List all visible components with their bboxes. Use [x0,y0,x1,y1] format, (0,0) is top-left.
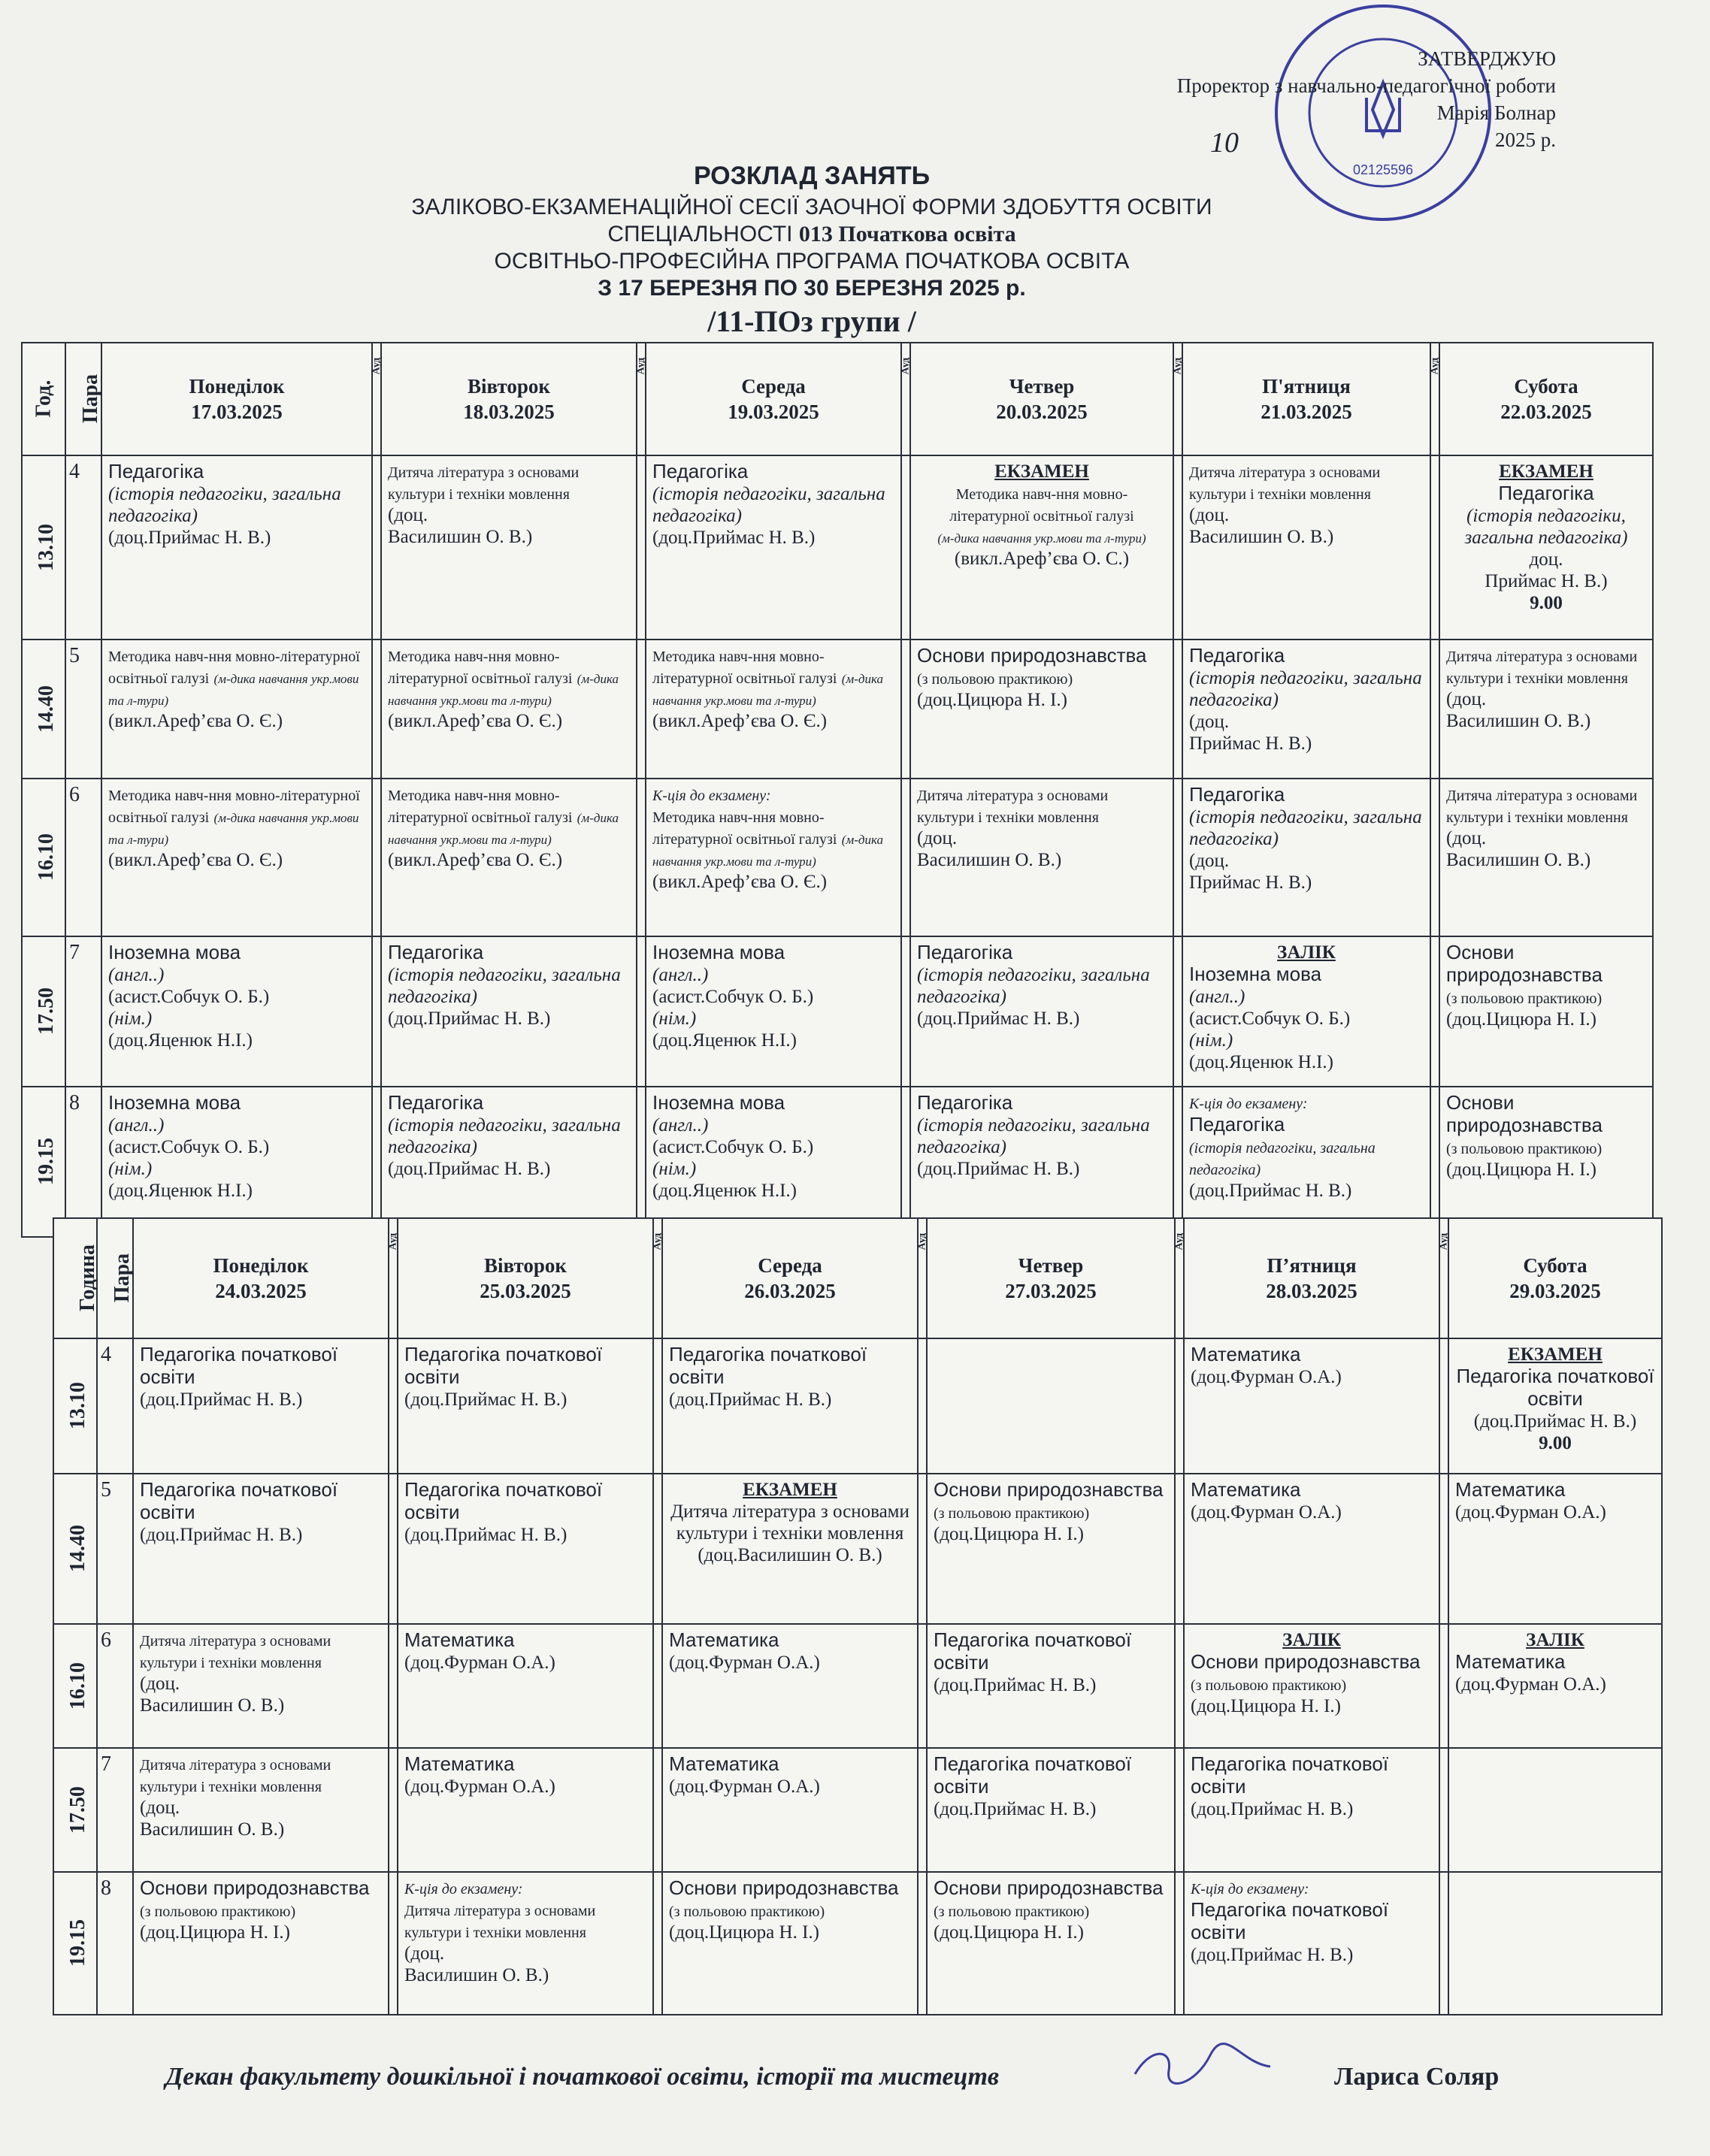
lesson-cell: Педагогіка (історія педагогіки, загальна педагогіка) (доц.Приймас Н. В.) [646,455,901,640]
aud-header: Ауд [1173,343,1182,455]
lesson-cell: Математика (доц.Фурман О.А.) [662,1748,918,1872]
time-cell: 16.10 [22,779,65,936]
approval-year: 2025 р. [1495,129,1556,151]
lesson-cell: Дитяча література з основами культури і техніки мовлення (доц. Василишин О. В.) [1439,640,1653,779]
lesson-cell: Основи природознавства (з польовою практикою) (доц.Цицюра Н. І.) [1439,936,1653,1087]
lesson-cell: Педагогіка початкової освіти (доц.Приймас Н. В.) [927,1624,1175,1748]
day-header: П’ятниця 28.03.2025 [1184,1218,1439,1338]
document-title [286,162,1338,339]
pair-cell: 4 [65,455,101,640]
lesson-cell: Педагогіка (історія педагогіки, загальна педагогіка) (доц.Приймас Н. В.) [910,936,1173,1087]
lesson-cell: Педагогіка (історія педагогіки, загальна педагогіка) (доц.Приймас Н. В.) [910,1087,1173,1237]
aud-header: Ауд [1175,1218,1184,1338]
week1-row [22,640,1653,779]
lesson-cell: Педагогіка початкової освіти (доц.Приймас Н. В.) [1184,1748,1439,1872]
title-line-5: З 17 БЕРЕЗНЯ ПО 30 БЕРЕЗНЯ 2025 р. [598,276,1026,301]
lesson-cell-empty [1448,1872,1662,2015]
lesson-cell: Педагогіка початкової освіти (доц.Приймас Н. В.) [398,1474,653,1624]
title-line-3-bold: 013 Початкова освіта [798,222,1016,246]
lesson-cell: Педагогіка (історія педагогіки, загальна педагогіка) (доц. Приймас Н. В.) [1182,779,1430,936]
time-cell: 19.15 [53,1872,97,2015]
title-line-3 [286,221,1338,248]
lesson-cell: Педагогіка (історія педагогіки, загальна педагогіка) (доц.Приймас Н. В.) [381,1087,637,1237]
col-hour: Година [53,1218,97,1338]
lesson-cell: Дитяча література з основами культури і техніки мовлення (доц. Василишин О. В.) [1439,779,1653,936]
lesson-cell: Педагогіка початкової освіти (доц.Приймас Н. В.) [662,1338,918,1474]
title-line-6: /11-ПОз групи / [707,304,916,338]
lesson-cell: Дитяча література з основами культури і техніки мовлення (доц. Василишин О. В.) [910,779,1173,936]
time-cell: 14.40 [22,640,65,779]
dean-name: Лариса Соляр [1334,2063,1500,2091]
lesson-cell: Дитяча література з основами культури і техніки мовлення (доц. Василишин О. В.) [133,1624,389,1748]
lesson-cell: Методика навч-ння мовно-літературної освітньої галузі (м-дика навчання укр.мови та л-тури) (викл.Ареф’єва О. Є.) [646,640,901,779]
time-cell: 14.40 [53,1474,97,1624]
lesson-cell: Педагогіка (історія педагогіки, загальна педагогіка) (доц.Приймас Н. В.) [101,455,372,640]
aud-header: Ауд [637,343,646,455]
lesson-cell-empty [1448,1748,1662,1872]
lesson-cell: Педагогіка початкової освіти (доц.Приймас Н. В.) [133,1474,389,1624]
lesson-cell: Іноземна мова (англ..) (асист.Собчук О. Б.) (нім.) (доц.Яценюк Н.І.) [646,936,901,1087]
day-header: П'ятниця 21.03.2025 [1182,343,1430,455]
lesson-cell: Іноземна мова (англ..) (асист.Собчук О. Б.) (нім.) (доц.Яценюк Н.І.) [101,936,372,1087]
time-cell: 16.10 [53,1624,97,1748]
col-pair: Пара [97,1218,133,1338]
lesson-cell: Основи природознавства (з польовою практикою) (доц.Цицюра Н. І.) [1439,1087,1653,1237]
pair-cell: 7 [65,936,101,1087]
lesson-cell: Педагогіка (історія педагогіки, загальна педагогіка) (доц.Приймас Н. В.) [381,936,637,1087]
lesson-cell: Методика навч-ння мовно-літературної освітньої галузі (м-дика навчання укр.мови та л-тури) (викл.Ареф’єва О. Є.) [101,640,372,779]
lesson-cell: Математика (доц.Фурман О.А.) [662,1624,918,1748]
day-header: Середа 19.03.2025 [646,343,901,455]
aud-header: Ауд [653,1218,662,1338]
aud-header: Ауд [1430,343,1439,455]
day-header: Четвер 20.03.2025 [910,343,1173,455]
week2-row [53,1748,1662,1872]
lesson-cell: К-ція до екзамену: Педагогіка (історія педагогіки, загальна педагогіка) (доц.Приймас Н. В.) [1182,1087,1430,1237]
week2-row [53,1624,1662,1748]
title-line-1: РОЗКЛАД ЗАНЯТЬ [693,162,931,190]
lesson-cell: Основи природознавства (з польовою практикою) (доц.Цицюра Н. І.) [910,640,1173,779]
time-cell: 19.15 [22,1087,65,1237]
lesson-cell: Методика навч-ння мовно-літературної освітньої галузі (м-дика навчання укр.мови та л-тури) (викл.Ареф’єва О. Є.) [381,779,637,936]
aud-header: Ауд [901,343,910,455]
approval-position: Проректор з навчально-педагогічної роботи [1176,74,1556,97]
lesson-cell: Математика (доц.Фурман О.А.) [1448,1474,1662,1624]
week1-row [22,455,1653,640]
day-header: Вівторок 25.03.2025 [398,1218,653,1338]
approval-block [1030,45,1556,159]
aud-header: Ауд [372,343,381,455]
col-hour: Год. [22,343,65,455]
aud-header: Ауд [918,1218,927,1338]
svg-text:02125596: 02125596 [1352,162,1414,177]
approval-title: ЗАТВЕРДЖУЮ [1418,47,1556,70]
day-header: Понеділок 17.03.2025 [101,343,372,455]
pair-cell: 5 [97,1474,133,1624]
title-line-4: ОСВІТНЬО-ПРОФЕСІЙНА ПРОГРАМА ПОЧАТКОВА ОСВІТА [494,249,1130,274]
schedule-week-1 [21,342,1654,1238]
week2-header-row [53,1218,1662,1338]
day-header: Середа 26.03.2025 [662,1218,918,1338]
title-line-3-prefix: СПЕЦІАЛЬНОСТІ [607,222,799,246]
lesson-cell: ЕКЗАМЕН Педагогіка початкової освіти (доц.Приймас Н. В.) 9.00 [1448,1338,1662,1474]
week2-row [53,1474,1662,1624]
lesson-cell: ЕКЗАМЕН Педагогіка (історія педагогіки, загальна педагогіка) доц. Приймас Н. В.) 9.00 [1439,455,1653,640]
lesson-cell: К-ція до екзамену: Педагогіка початкової освіти (доц.Приймас Н. В.) [1184,1872,1439,2015]
pair-cell: 8 [97,1872,133,2015]
lesson-cell: К-ція до екзамену: Дитяча література з основами культури і техніки мовлення (доц. Василишин О. В.) [398,1872,653,2015]
lesson-cell: Дитяча література з основами культури і техніки мовлення (доц. Василишин О. В.) [133,1748,389,1872]
lesson-cell: ЗАЛІК Основи природознавства (з польовою практикою) (доц.Цицюра Н. І.) [1184,1624,1439,1748]
lesson-cell-empty [927,1338,1175,1474]
lesson-cell: Дитяча література з основами культури і техніки мовлення (доц. Василишин О. В.) [1182,455,1430,640]
pair-cell: 8 [65,1087,101,1237]
time-cell: 13.10 [22,455,65,640]
lesson-cell: Математика (доц.Фурман О.А.) [1184,1338,1439,1474]
lesson-cell: Іноземна мова (англ..) (асист.Собчук О. Б.) (нім.) (доц.Яценюк Н.І.) [101,1087,372,1237]
time-cell: 17.50 [22,936,65,1087]
lesson-cell: Основи природознавства (з польовою практикою) (доц.Цицюра Н. І.) [662,1872,918,2015]
lesson-cell: Математика (доц.Фурман О.А.) [1184,1474,1439,1624]
dean-title: Декан факультету дошкільної і початкової освіти, історії та мистецтв [165,2063,1000,2091]
dean-signature [1127,2040,1278,2093]
week1-header-row [22,343,1653,455]
pair-cell: 4 [97,1338,133,1474]
lesson-cell: Основи природознавства (з польовою практикою) (доц.Цицюра Н. І.) [927,1872,1175,2015]
lesson-cell: ЕКЗАМЕН Дитяча література з основами культури і техніки мовлення (доц.Василишин О. В.) [662,1474,918,1624]
lesson-cell: К-ція до екзамену: Методика навч-ння мовно-літературної освітньої галузі (м-дика навчання укр.мови та л-тури) (викл.Ареф’єва О. Є.) [646,779,901,936]
pair-cell: 5 [65,640,101,779]
day-header: Вівторок 18.03.2025 [381,343,637,455]
schedule-week-2 [53,1217,1663,2015]
time-cell: 17.50 [53,1748,97,1872]
pair-cell: 6 [97,1624,133,1748]
lesson-cell: Педагогіка (історія педагогіки, загальна педагогіка) (доц. Приймас Н. В.) [1182,640,1430,779]
day-header: Четвер 27.03.2025 [927,1218,1175,1338]
lesson-cell: Методика навч-ння мовно-літературної освітньої галузі (м-дика навчання укр.мови та л-тури) (викл.Ареф’єва О. Є.) [381,640,637,779]
lesson-cell: Основи природознавства (з польовою практикою) (доц.Цицюра Н. І.) [927,1474,1175,1624]
day-header: Субота 29.03.2025 [1448,1218,1662,1338]
lesson-cell: Математика (доц.Фурман О.А.) [398,1748,653,1872]
week1-row [22,779,1653,936]
lesson-cell: Основи природознавства (з польовою практикою) (доц.Цицюра Н. І.) [133,1872,389,2015]
day-header: Понеділок 24.03.2025 [133,1218,389,1338]
lesson-cell: ЗАЛІК Математика (доц.Фурман О.А.) [1448,1624,1662,1748]
pair-cell: 6 [65,779,101,936]
week2-row [53,1338,1662,1474]
col-pair: Пара [65,343,101,455]
title-line-2: ЗАЛІКОВО-ЕКЗАМЕНАЦІЙНОЇ СЕСІЇ ЗАОЧНОЇ ФОРМИ ЗДОБУТТЯ ОСВІТИ [411,195,1212,219]
day-header: Субота 22.03.2025 [1439,343,1653,455]
lesson-cell: Педагогіка початкової освіти (доц.Приймас Н. В.) [133,1338,389,1474]
lesson-cell: Математика (доц.Фурман О.А.) [398,1624,653,1748]
lesson-cell: Дитяча література з основами культури і техніки мовлення (доц. Василишин О. В.) [381,455,637,640]
week1-row [22,1087,1653,1237]
lesson-cell: Педагогіка початкової освіти (доц.Приймас Н. В.) [398,1338,653,1474]
approval-name: Марія Болнар [1436,101,1556,124]
footer-signature [165,2063,1556,2091]
lesson-cell: Педагогіка початкової освіти (доц.Приймас Н. В.) [927,1748,1175,1872]
lesson-cell: Методика навч-ння мовно-літературної освітньої галузі (м-дика навчання укр.мови та л-тури) (викл.Ареф’єва О. Є.) [101,779,372,936]
lesson-cell: ЕКЗАМЕН Методика навч-ння мовно-літературної освітньої галузі (м-дика навчання укр.мови та л-тури) (викл.Ареф’єва О. С.) [910,455,1173,640]
approval-date-day: 10 [1210,127,1239,159]
week2-row [53,1872,1662,2015]
time-cell: 13.10 [53,1338,97,1474]
aud-header: Ауд [389,1218,398,1338]
pair-cell: 7 [97,1748,133,1872]
aud-header: Ауд [1439,1218,1448,1338]
lesson-cell: ЗАЛІК Іноземна мова (англ..) (асист.Собчук О. Б.) (нім.) (доц.Яценюк Н.І.) [1182,936,1430,1087]
lesson-cell: Іноземна мова (англ..) (асист.Собчук О. Б.) (нім.) (доц.Яценюк Н.І.) [646,1087,901,1237]
week1-row [22,936,1653,1087]
